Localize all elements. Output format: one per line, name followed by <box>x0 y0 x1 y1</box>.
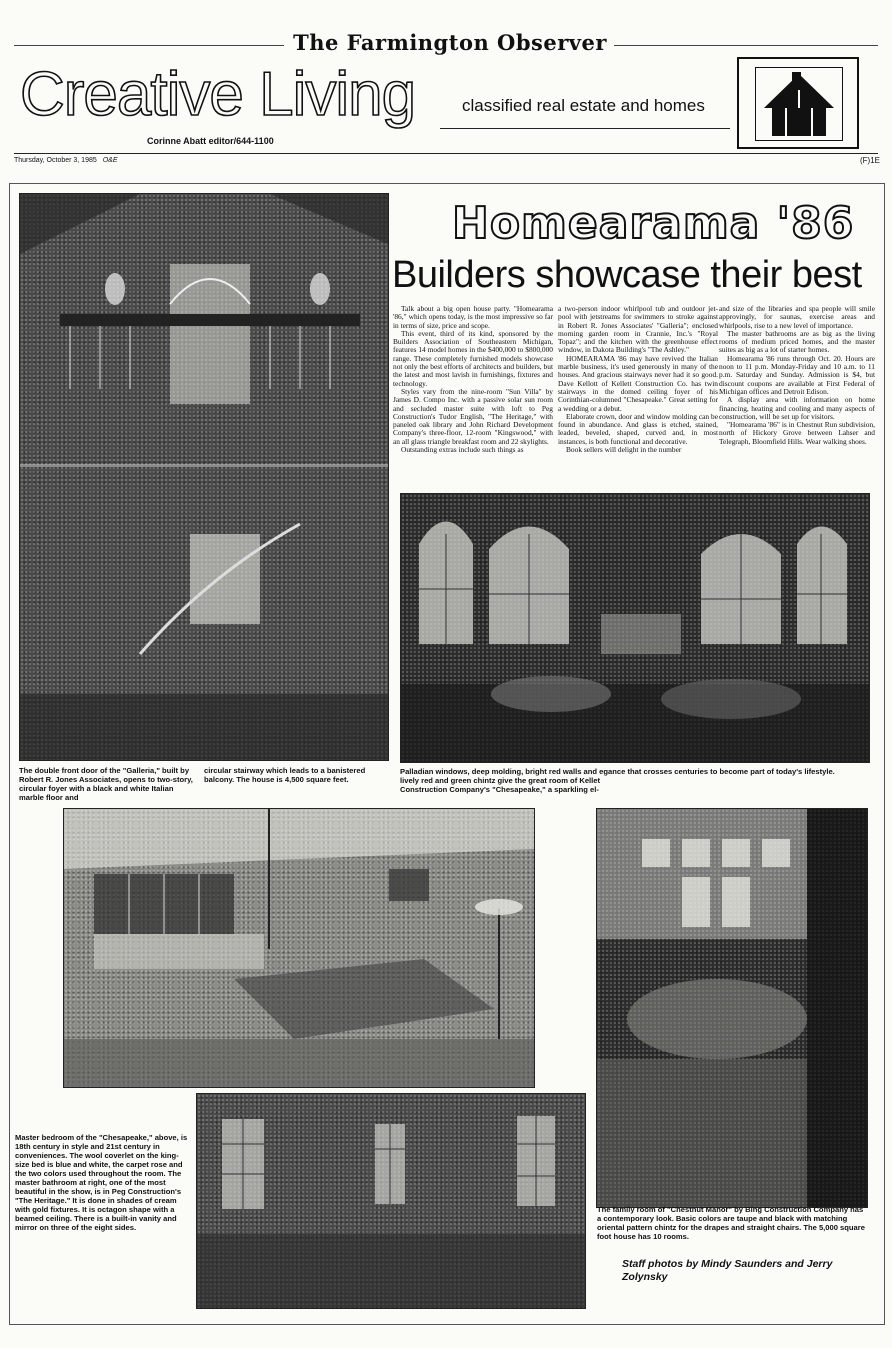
article-paragraph: and size of the libraries and spa people will smile approvingly, for saunas, exercise areas and whirlpools, rise to a new level of importance. <box>719 305 875 330</box>
caption-chesapeake-part-a: Palladian windows, deep molding, bright red walls and <box>400 767 598 776</box>
dateline <box>14 157 118 164</box>
article-paragraph: a two-person indoor whirlpool tub and outdoor jet-pool with jetstreams for swimmers to stroke against in Robert R. Jones Associates' "Galleria"; enclosed morning garden room in Crannie, Inc.'s "Royal Topaz"; and the kitchen with the greenhouse effect window, in Dakota Building's "The Ashley." <box>558 305 718 355</box>
masthead-rule-right <box>614 45 878 46</box>
dateline-rule <box>14 153 878 154</box>
house-icon <box>756 68 842 140</box>
article-column-2 <box>558 305 718 488</box>
article-paragraph: Elaborate crown, door and window molding can be found in abundance. And glass is etched, stained, leaded, beveled, shaped, curved and, in most instances, is both functional and decorative. <box>558 411 718 446</box>
great-room-illustration <box>401 494 869 762</box>
article-paragraph: Homearama '86 runs through Oct. 20. Hours are noon to 11 p.m. Monday-Friday and 10 a.m. to 11 p.m. Saturday and Sunday. Admission is $4, but discount coupons are available at First Federal of Michigan offices and Detroit Edison. <box>719 353 875 396</box>
editor-line: Corinne Abatt editor/644-1100 <box>147 136 274 146</box>
house-logo <box>737 57 859 149</box>
master-bedroom-illustration <box>64 809 534 1087</box>
issue-date: Thursday, October 3, 1985 <box>14 157 97 164</box>
caption-chesapeake-part-c: egance that crosses centuries to become part of today's lifestyle. <box>599 767 835 776</box>
photo-credit: Staff photos by Mindy Saunders and Jerry Zolynsky <box>622 1258 833 1283</box>
article-headline: Homearama '86 <box>452 198 855 249</box>
page-number: (F)1E <box>860 156 880 165</box>
article-paragraph: Book sellers will delight in the number <box>566 445 682 455</box>
family-room-illustration <box>597 809 867 1207</box>
master-bathroom-illustration <box>197 1094 585 1308</box>
caption-chesapeake-line-1 <box>400 767 868 776</box>
newspaper-name: The Farmington Observer <box>293 30 607 55</box>
article-paragraph: HOMEARAMA '86 may have revived the Italian marble business, it's used generously in many of the houses. And gracious stairways never had it so good. Dave Kellott of Kellett Construction Co. has twin stairways in the domed ceiling foyer of his Corinthian-columned "Chesapeake." Great setting for a wedding or a debut. <box>558 353 718 413</box>
article-column-1 <box>393 305 553 488</box>
article-paragraph: Styles vary from the nine-room "Sun Villa" by James D. Compo Inc. with a passive solar sun room and secluded master suite with loft to Peg Construction's Tudor English, "The Heritage," with paneled oak library and John Richard Development Company's three-floor, 12-room "Kingswood," with an all glass triangle breakfast room and 22 skylights. <box>393 386 553 446</box>
caption-galleria-left: The double front door of the "Galleria," built by Robert R. Jones Associates, opens to two-story, circular foyer with a black and white Italian marble floor and <box>19 766 193 802</box>
photo-family-room <box>596 808 868 1208</box>
masthead-rule-left <box>14 45 284 46</box>
section-underline <box>440 128 730 129</box>
photo-chesapeake-great-room <box>400 493 870 763</box>
house-logo-frame <box>755 67 843 141</box>
caption-chesapeake-part-d: lively red and green chintz give the great room of Kellet <box>400 776 601 785</box>
caption-master-bedroom: Master bedroom of the "Chesapeake," above, is 18th century in style and 21st century in conveniences. The wool coverlet on the king-size bed is blue and white, the carpet rose and the two colors used throughout the room. The master bathroom at right, one of the most beautiful in the show, is in Peg Construction's "The Heritage." It is done in shades of cream with gold fixtures. It is octagon shape with a beamed ceiling. There is a built-in vanity and mirror on three of the eight sides. <box>15 1133 188 1232</box>
article-paragraph: Talk about a big open house party. "Homearama '86," which opens today, is the most impressive so far in terms of size, price and scope. <box>393 305 553 330</box>
article-paragraph: A display area with information on home financing, heating and cooling and many aspects of construction, will be set up for visitors. <box>719 395 875 421</box>
article-column-3 <box>719 305 875 488</box>
photo-master-bedroom <box>63 808 535 1088</box>
article-deck: Builders showcase their best <box>392 254 862 296</box>
caption-chesapeake-line-3 <box>400 785 868 794</box>
galleria-foyer-illustration <box>20 194 388 760</box>
photo-master-bathroom <box>196 1093 586 1309</box>
section-subtitle: classified real estate and homes <box>462 96 705 115</box>
article-paragraph: Outstanding extras include such things as <box>401 445 524 455</box>
caption-family-room: The family room of "Chestnut Manor" by Bing Construction Company has a contemporary look. Basic colors are taupe and black with matching oriental pattern chintz for the drapes and straight chairs. The 5,000 square foot house has 10 rooms. <box>597 1205 865 1241</box>
photo-galleria-foyer <box>19 193 389 761</box>
caption-galleria-right: circular stairway which leads to a banistered balcony. The house is 4,500 square feet. <box>204 766 366 784</box>
caption-chesapeake-line-2 <box>400 776 868 785</box>
article-paragraph: "Homearama '86" is in Chestnut Run subdivision, north of Hickory Grove between Lahser and Telegraph, Bloomfield Hills. Wear walking shoes. <box>719 420 875 446</box>
article-paragraph: This event, third of its kind, sponsored by the Builders Association of Southeastern Michigan, features 14 model homes in the $400,000 to $800,000 range. These completely furnished models showcase not only the best efforts of architects and builders, but the latest and most lavish in furnishings, fixtures and technology. <box>393 328 553 388</box>
section-title: Creative Living <box>20 60 416 129</box>
caption-chesapeake-part-b: Construction Company's "Chesapeake," a sparkling el- <box>400 785 599 794</box>
article-paragraph: The master bathrooms are as big as the living rooms of medium priced homes, and the master suites as big as a lot of starter homes. <box>719 328 875 355</box>
edition-code: O&E <box>102 157 118 164</box>
